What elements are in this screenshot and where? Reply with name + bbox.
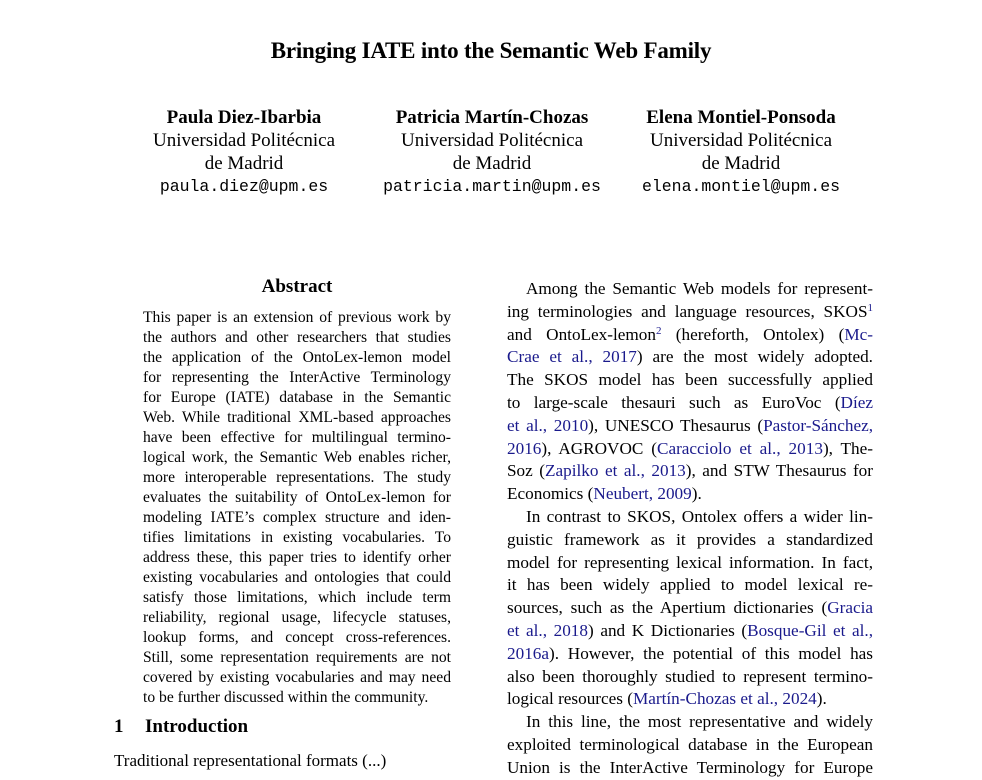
abstract-line: covered by existing vocabularies and may need [143, 669, 451, 686]
text-line: 2016a). However, the potential of this model has [507, 643, 873, 663]
text-line: guistic framework as it provides a standardized [507, 529, 873, 549]
text-line: and OntoLex-lemon$^2$ (hereforth, Ontolex) (Mc- [507, 324, 873, 344]
text-line: Economics (Neubert, 2009). [507, 484, 702, 504]
abstract-line: existing vocabularies and ontologies that could [143, 569, 451, 586]
text-line: In contrast to SKOS, Ontolex offers a wider lin- [526, 506, 873, 526]
citation-link[interactable]: Crae et al., 2017 [507, 347, 637, 367]
text-line: model for representing lexical information. In fact, [507, 552, 873, 572]
abstract-line: satisfy those limitations, which include term [143, 589, 451, 606]
text-line: to large-scale thesauri such as EuroVoc (Díez [507, 392, 873, 412]
citation-link[interactable]: Díez [840, 392, 873, 412]
citation-link[interactable]: Martín-Chozas et al., 2024 [633, 689, 817, 709]
author-affiliation: Universidad Politécnica [400, 130, 584, 151]
abstract-line: more interoperable representations. The study [143, 469, 451, 486]
text-line: also been thoroughly studied to represent termino- [507, 666, 873, 686]
text-line: sources, such as the Apertium dictionaries (Gracia [507, 598, 873, 618]
text-line: ing terminologies and language resources, SKOS$^1$ [507, 301, 873, 321]
section-title: Introduction [145, 716, 249, 737]
text-line: The SKOS model has been successfully applied [507, 370, 873, 390]
text-line: Union is the InterActive Terminology for Europe [507, 757, 873, 777]
author-block [611, 106, 871, 198]
author-affiliation-city: de Madrid [452, 153, 532, 174]
text-line: exploited terminological database in the European [507, 734, 873, 754]
text-line: Among the Semantic Web models for represent- [526, 279, 873, 298]
right-column-text [507, 278, 873, 780]
abstract-line: logical work, the Semantic Web enables richer, [143, 449, 451, 466]
citation-link[interactable]: et al., 2018 [507, 620, 588, 640]
abstract-line: to be further discussed within the community. [143, 689, 429, 706]
author-affiliation: Universidad Politécnica [649, 130, 833, 151]
text-line: Crae et al., 2017) are the most widely adopted. [507, 347, 873, 367]
text-line: it has been widely applied to model lexical re- [507, 575, 873, 595]
abstract-line: address these, this paper tries to identify orher [143, 549, 451, 566]
intro-first-line-cutoff: Traditional representational formats (...) [114, 751, 387, 770]
author-affiliation: Universidad Politécnica [152, 130, 336, 151]
text-line: et al., 2010), UNESCO Thesaurus (Pastor-Sánchez, [507, 415, 873, 435]
citation-link[interactable]: Bosque-Gil et al., [747, 620, 873, 640]
citation-link[interactable]: Zapilko et al., 2013 [545, 461, 686, 481]
text-line: logical resources (Martín-Chozas et al., 2024). [507, 689, 827, 709]
author-name: Patricia Martín-Chozas [395, 107, 589, 128]
author-email[interactable]: paula.diez@upm.es [159, 177, 329, 196]
citation-link[interactable]: 2016a [507, 643, 550, 663]
abstract-line: for Europe (IATE) database in the Semantic [143, 389, 451, 406]
abstract-line: Web. While traditional XML-based approaches [143, 409, 451, 426]
abstract-line: tifies limitations in existing vocabularies. To [143, 529, 451, 546]
abstract-line: reliability, regional usage, lifecycle statuses, [143, 609, 451, 626]
author-email[interactable]: elena.montiel@upm.es [641, 177, 841, 196]
author-affiliation-city: de Madrid [701, 153, 781, 174]
abstract-body [143, 308, 451, 708]
footnote-ref[interactable]: 1 [867, 301, 873, 314]
abstract-line: evaluates the suitability of OntoLex-lemon for [143, 489, 451, 506]
citation-link[interactable]: Gracia [827, 598, 873, 618]
author-affiliation-city: de Madrid [204, 153, 284, 174]
author-block [362, 106, 622, 198]
paper-title: Bringing IATE into the Semantic Web Family [270, 38, 712, 63]
footnote-ref[interactable]: 2 [655, 324, 662, 337]
citation-link[interactable]: Caracciolo et al., 2013 [656, 438, 823, 458]
author-block [114, 106, 374, 198]
abstract-line: Still, some representation requirements are not [143, 649, 451, 666]
abstract-line: for representing the InterActive Terminology [143, 369, 451, 386]
text-line: 2016), AGROVOC (Caracciolo et al., 2013), The- [507, 438, 874, 458]
author-name: Elena Montiel-Ponsoda [646, 107, 836, 128]
citation-link[interactable]: 2016 [507, 438, 542, 458]
text-line: et al., 2018) and K Dictionaries (Bosque-Gil et al., [507, 620, 873, 640]
text-line: In this line, the most representative and widely [526, 712, 873, 732]
author-email[interactable]: patricia.martin@upm.es [383, 177, 601, 196]
section-heading-introduction [114, 716, 248, 738]
abstract-line: the authors and other researchers that studies [143, 329, 451, 346]
author-name: Paula Diez-Ibarbia [166, 107, 322, 128]
text-line: Soz (Zapilko et al., 2013), and STW Thesaurus for [507, 461, 873, 481]
citation-link[interactable]: et al., 2010 [507, 415, 589, 435]
citation-link[interactable]: Pastor-Sánchez, [763, 415, 873, 435]
citation-link[interactable]: Mc- [844, 324, 873, 344]
abstract-line: lookup forms, and concept cross-references. [143, 629, 451, 646]
citation-link[interactable]: Neubert, 2009 [593, 484, 692, 504]
abstract-line: the application of the OntoLex-lemon model [143, 349, 451, 366]
abstract-heading: Abstract [261, 276, 333, 297]
abstract-line: modeling IATE’s complex structure and iden- [143, 509, 451, 526]
abstract-line: have been effective for multilingual termino- [143, 429, 451, 446]
abstract-line: This paper is an extension of previous work by [143, 309, 451, 326]
section-number: 1 [114, 716, 124, 737]
